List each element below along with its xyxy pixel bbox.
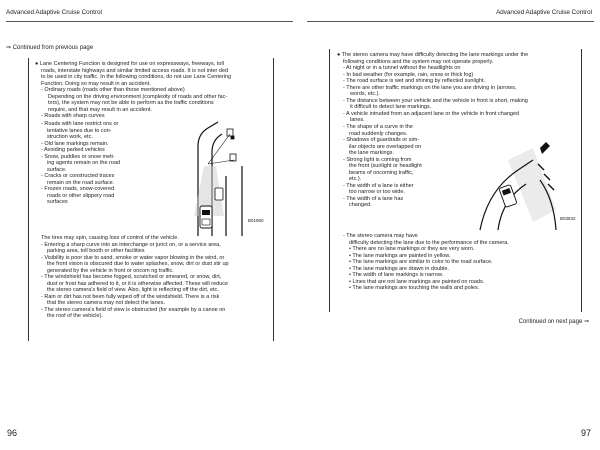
text-line: ● Lane Centering Function is designed for use on expressways, freeways, toll [35, 61, 224, 67]
text-line: Depending on the driving environment (complexity of roads and other fac- [48, 93, 228, 100]
text-line: changed. [349, 202, 372, 208]
left-header-rule [6, 21, 293, 22]
text-line: words, etc.). [350, 91, 380, 97]
figure-code-left: B01860 [248, 218, 264, 223]
text-line: - There are other traffic markings on the lane you are driving in (arrows, [343, 84, 517, 91]
text-line: • The lane markings are painted in yellow. [349, 252, 451, 259]
right-header-title: Advanced Adaptive Cruise Control [496, 9, 592, 16]
figure-code-right: B03832 [560, 216, 576, 221]
text-line: ilar objects are overlapped on [349, 143, 422, 150]
text-line: • The lane markings are drawn in double. [349, 265, 449, 272]
text-line: roads or other slippery road [47, 192, 115, 199]
text-line: • There are no lane markings or they are very worn. [349, 246, 475, 252]
text-line: - Snow, puddles or snow melt- [41, 153, 115, 160]
text-line: • The lane markings are touching the walls and poles. [349, 285, 480, 291]
text-line: it difficult to detect lane markings. [350, 104, 432, 110]
left-text-beside-figure [41, 121, 120, 206]
text-line: - Entering a sharp curve into an interchange or junct on, or a service area, [41, 241, 221, 248]
text-line: - A vehicle intruded from an adjacent lane or the vehicle in front changed [343, 110, 520, 117]
text-line: - The shape of a curve in the [343, 124, 413, 130]
right-text-bottom [343, 233, 509, 292]
text-line: - Strong light is coming from [343, 156, 412, 163]
text-line: struction work, etc. [47, 134, 93, 140]
text-line: that the stereo camera may not detect the lanes. [47, 300, 166, 306]
text-line: to be used in city traffic. In the following conditions, do not use Lane Centering [41, 74, 232, 80]
text-line: dust or frost has adhered to it, or it is otherwise affected. These will reduce [47, 280, 229, 287]
text-line: following conditions and the system may not operate properly. [343, 58, 494, 65]
text-line: - At night or in a tunnel without the headlights on [343, 65, 461, 71]
text-line: - Roads with lane restrict ons or [41, 121, 119, 127]
right-text-beside-figure [343, 124, 422, 209]
text-line: parking area, toll booth or other facilities [47, 248, 145, 254]
text-line: - The distance between your vehicle and the vehicle in front is short, making [343, 97, 528, 104]
text-line: lanes. [350, 117, 365, 123]
text-line: the front (sunlight or headlight [349, 163, 422, 169]
text-line: road suddenly changes. [349, 130, 408, 137]
text-line: - The stereo camera may have [343, 233, 418, 239]
text-line: tentative lanes due to con- [47, 127, 112, 134]
continued-from-previous: ⇒ Continued from previous page [6, 45, 94, 51]
text-line: - Shadows of guardrails or sim- [343, 137, 420, 143]
text-line: - The road surface is wet and shining by reflected sunlight. [343, 78, 486, 84]
text-line: roads, interstate highways and similar limited access roads. It is not inter ded [41, 67, 229, 74]
text-line: • The width of lane markings is narrow. [349, 272, 444, 278]
text-line: - The width of a lane has [343, 195, 404, 202]
text-line: tors), the system may not be able to perform as the traffic conditions [48, 100, 214, 106]
text-line: generated by the vehicle in front or oncom ng traffic. [47, 267, 174, 274]
text-line: remain on the road surface. [47, 179, 115, 186]
text-line: difficulty detecting the lane due to the performance of the camera. [349, 239, 509, 246]
road-illustration-left [190, 106, 260, 236]
text-line: the roof of the vehicle). [47, 313, 103, 319]
text-line: • Lines that are not lane markings are painted on roads. [349, 278, 485, 285]
curve-illustration-right [478, 140, 568, 230]
text-line: beams of oncoming traffic, [349, 169, 414, 176]
text-line: Function. Doing so may result in an accident. [41, 80, 151, 87]
right-header-rule [307, 21, 594, 22]
text-line: - Visibility is poor due to sand, smoke or water vapor blowing in the wind, or [41, 254, 225, 261]
text-line: - Rain or dirt has not been fully wiped off of the windshield. There is a risk [41, 293, 220, 300]
page-number-left: 96 [7, 428, 18, 438]
text-line: - Ordinary roads (roads other than those mentioned above) [41, 87, 185, 93]
text-line: - The width of a lane is either [343, 182, 414, 189]
text-line: the front vision is obscured due to water splashes, snow, dirt or dust stir up [47, 261, 229, 267]
text-line: - The stereo camera's field of view is obstructed (for example by a canoe on [41, 306, 226, 313]
text-line: - Frozen roads, snow-covered [41, 186, 115, 192]
page-number-right: 97 [580, 428, 591, 438]
text-line: - The windshield has become fogged, scratched or smeared, or snow, dirt, [41, 274, 222, 280]
text-line: the stereo camera's field of view. Also, light is reflecting off the dirt, etc. [47, 287, 219, 293]
text-line: - In bad weather (for example, rain, snow or thick fog) [343, 71, 474, 78]
text-line: surfaces [47, 199, 68, 205]
left-text-bottom [41, 235, 229, 320]
text-line: too narrow or too wide. [349, 189, 405, 195]
text-line: - Roads with sharp curves [41, 113, 105, 119]
text-line: require, and that may result in an accident. [48, 106, 152, 113]
text-line: surface. [47, 166, 67, 173]
text-line: • The lane markings are similar in color to the road surface. [349, 259, 493, 265]
text-line: - Old lane markings remain. [41, 140, 109, 147]
text-line: ing agents remain on the road [47, 160, 121, 166]
text-line: the lane markings. [349, 150, 394, 156]
left-header-title: Advanced Adaptive Cruise Control [6, 9, 102, 16]
text-line: - Avoiding parked vehicles [41, 147, 105, 153]
text-line: - Cracks or constructed traces [41, 173, 115, 179]
continued-on-next-page: Continued on next page ⇒ [518, 319, 589, 325]
text-line: ● The stereo camera may have difficulty detecting the lane markings under the [337, 52, 529, 58]
text-line: The tires may spin, causing loss of control of the vehicle. [41, 235, 179, 241]
text-line: etc.). [349, 176, 362, 182]
right-text-top [337, 52, 528, 124]
